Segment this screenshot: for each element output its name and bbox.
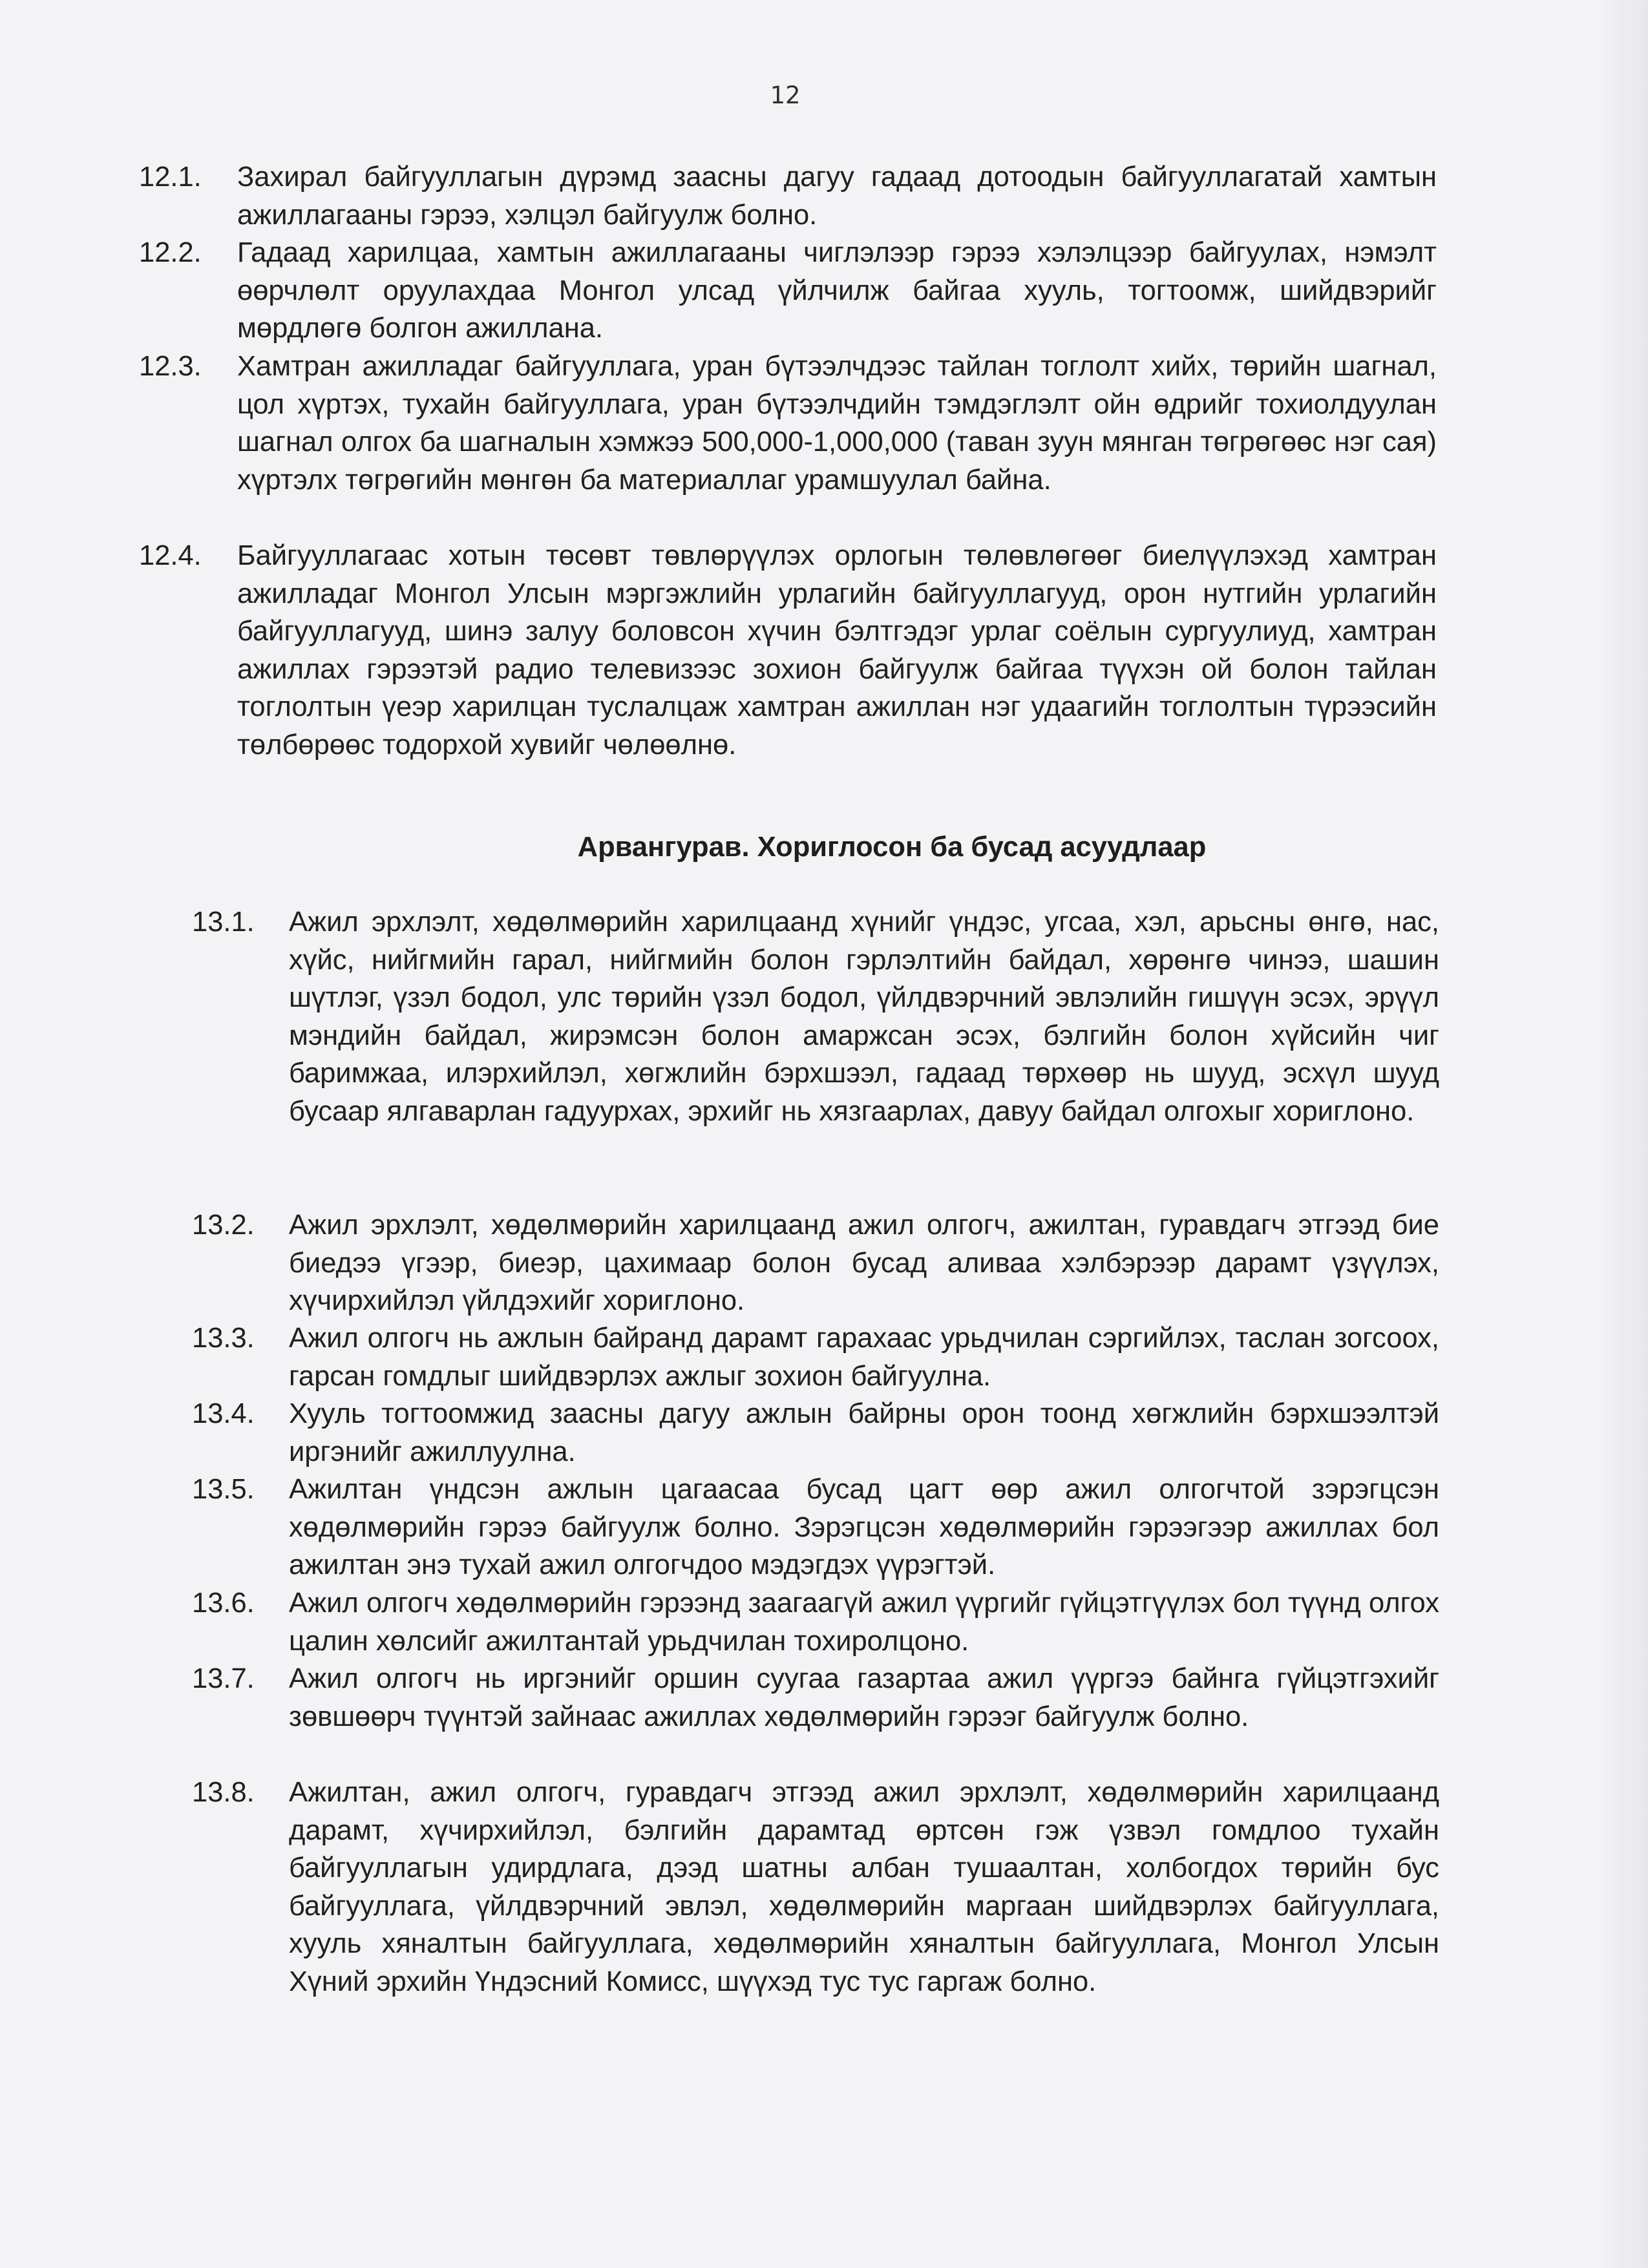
clause-text: Ажил олгогч нь иргэнийг оршин суугаа газартаа ажил үүргээ байнга гүйцэтгэхийг зөвшөөрч түүнтэй зайнаас ажиллах хөдөлмөрийн гэрээг байгуулж болно. [289,1663,1439,1732]
clause-text: Ажилтан үндсэн ажлын цагаасаа бусад цагт өөр ажил олгогчтой зэрэгцсэн хөдөлмөрийн гэрээ байгуулж болно. Зэрэгцсэн хөдөлмөрийн гэрээгээр ажиллах бол ажилтан энэ тухай ажил олгогчдоо мэдэгдэх үүрэгтэй. [289,1474,1439,1581]
clause-number: 13.5. [192,1474,255,1505]
clause-number: 12.1. [139,162,202,193]
clause-number: 13.3. [192,1323,255,1354]
clause-number: 12.3. [139,351,202,382]
clause-text: Ажил эрхлэлт, хөдөлмөрийн харилцаанд хүнийг үндэс, угсаа, хэл, арьсны өнгө, нас, хүйс, нийгмийн гарал, нийгмийн болон гэрлэлтийн байдал, хөрөнгө чинээ, шашин шүтлэг, үзэл бодол, улс төрийн үзэл бодол, үйлдвэрчний эвлэлийн гишүүн эсэх, эрүүл мэндийн байдал, жирэмсэн болон амаржсан эсэх, бэлгийн болон хүйсийн чиг баримжаа, илэрхийлэл, хөгжлийн бэрхшээл, гадаад төрхөөр нь шууд, эсхүл шууд бусаар ялгаварлан гадуурхах, эрхийг нь хязгаарлах, давуу байдал олгохыг хориглоно. [289,907,1439,1127]
clause-text: Хамтран ажилладаг байгууллага, уран бүтээлчдээс тайлан тоглолт хийх, төрийн шагнал, цол хүртэх, тухайн байгууллага, уран бүтээлчдийн тэмдэглэлт ойн өдрийг тохиолдуулан шагнал олгох ба шагналын хэмжээ 500,000-1,000,000 (таван зуун мянган төгрөгөөс нэг сая) хүртэлх төгрөгийн мөнгөн ба материаллаг урамшуулал байна. [237,351,1437,496]
clause-text: Ажил эрхлэлт, хөдөлмөрийн харилцаанд ажил олгогч, ажилтан, гуравдагч этгээд бие биедээ үгээр, биеэр, цахимаар болон бусад аливаа хэлбэрээр дарамт үзүүлэх, хүчирхийлэл үйлдэхийг хориглоно. [289,1210,1439,1317]
clause-number: 13.2. [192,1210,255,1241]
clause-text: Хууль тогтоомжид заасны дагуу ажлын байрны орон тоонд хөгжлийн бэрхшээлтэй иргэнийг ажиллуулна. [289,1398,1439,1467]
clause-number: 12.2. [139,237,202,268]
clause-text: Ажил олгогч нь ажлын байранд дарамт гарахаас урьдчилан сэргийлэх, таслан зогсоох, гарсан гомдлыг шийдвэрлэх ажлыг зохион байгуулна. [289,1323,1439,1392]
section-heading: Арвангурав. Хориглосон ба бусад асуудлаар [577,832,1207,863]
clause-number: 13.7. [192,1663,255,1694]
clause-text: Ажилтан, ажил олгогч, гуравдагч этгээд ажил эрхлэлт, хөдөлмөрийн харилцаанд дарамт, хүчирхийлэл, бэлгийн дарамтад өртсөн гэж үзвэл гомдлоо тухайн байгууллагын удирдлага, дээд шатны албан тушаалтан, холбогдох төрийн бус байгууллага, үйлдвэрчний эвлэл, хөдөлмөрийн маргаан шийдвэрлэх байгууллага, хууль хяналтын байгууллага, хөдөлмөрийн хяналтын байгууллага, Монгол Улсын Хүний эрхийн Үндэсний Комисс, шүүхэд тус тус гаргаж болно. [289,1777,1439,1997]
clause-number: 13.6. [192,1588,255,1619]
clause-text: Байгууллагаас хотын төсөвт төвлөрүүлэх орлогын төлөвлөгөөг биелүүлэхэд хамтран ажилладаг Монгол Улсын мэргэжлийн урлагийн байгууллагууд, орон нутгийн урлагийн байгууллагууд, шинэ залуу боловсон хүчин бэлтгэдэг урлаг соёлын сургуулиуд, хамтран ажиллах гэрээтэй радио телевизээс зохион байгуулж байгаа түүхэн ой болон тайлан тоглолтын үеэр харилцан туслалцаж хамтран ажиллан нэг удаагийн тоглолтын түрээсийн төлбөрөөс тодорхой хувийг чөлөөлнө. [237,540,1437,761]
clause-text: Гадаад харилцаа, хамтын ажиллагааны чиглэлээр гэрээ хэлэлцээр байгуулах, нэмэлт өөрчлөлт оруулахдаа Монгол улсад үйлчилж байгаа хууль, тогтоомж, шийдвэрийг мөрдлөгө болгон ажиллана. [237,237,1437,344]
clause-text: Ажил олгогч хөдөлмөрийн гэрээнд заагаагүй ажил үүргийг гүйцэтгүүлэх бол түүнд олгох цалин хөлсийг ажилтантай урьдчилан тохиролцоно. [289,1588,1439,1657]
clause-number: 13.8. [192,1777,255,1808]
clause-number: 12.4. [139,540,202,571]
clause-number: 13.1. [192,907,255,938]
clause-number: 13.4. [192,1398,255,1429]
page-number: 12 [770,81,801,109]
clause-text: Захирал байгууллагын дүрэмд заасны дагуу гадаад дотоодын байгууллагатай хамтын ажиллагааны гэрээ, хэлцэл байгуулж болно. [237,162,1437,231]
